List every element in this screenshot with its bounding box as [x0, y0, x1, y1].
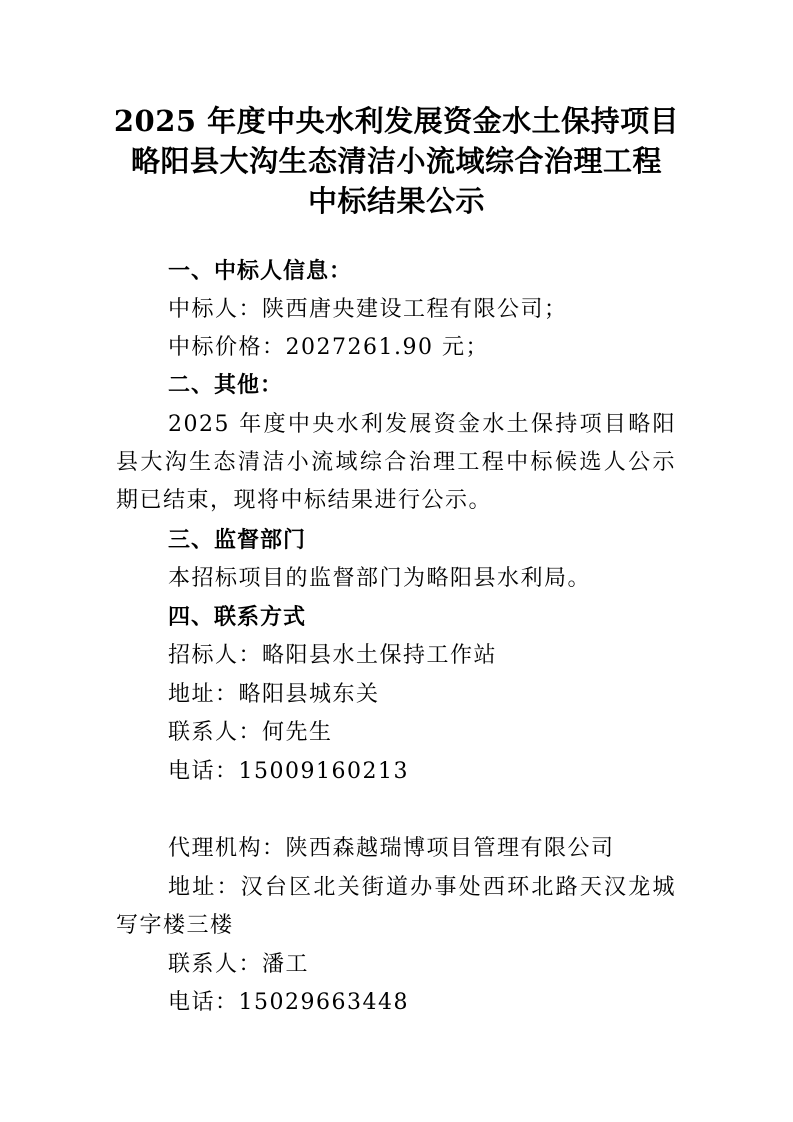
- tenderer-contact: 联系人：何先生: [168, 720, 333, 745]
- section-heading-supervision: 三、监督部门: [168, 528, 307, 553]
- title-line-3: 中标结果公示: [307, 184, 485, 218]
- agency-address-line-1: 地址：汉台区北关街道办事处西环北路天汉龙城: [168, 875, 676, 900]
- winner-name: 中标人：陕西唐央建设工程有限公司；: [168, 297, 568, 322]
- agency-address-line-2: 写字楼三楼: [116, 913, 234, 938]
- other-paragraph-line-1: 2025 年度中央水利发展资金水土保持项目略阳: [168, 412, 676, 437]
- agency-phone: 电话：15029663448: [168, 990, 409, 1015]
- other-paragraph-line-2: 县大沟生态清洁小流域综合治理工程中标候选人公示: [116, 450, 676, 475]
- supervision-text: 本招标项目的监督部门为略阳县水利局。: [168, 566, 592, 591]
- tenderer-name: 招标人：略阳县水土保持工作站: [168, 643, 498, 668]
- section-heading-winner-info: 一、中标人信息：: [168, 259, 353, 284]
- section-heading-other: 二、其他：: [168, 373, 284, 398]
- agency-contact: 联系人：潘工: [168, 952, 310, 977]
- winner-price: 中标价格：2027261.90 元；: [168, 335, 489, 360]
- other-paragraph-line-3: 期已结束，现将中标结果进行公示。: [116, 488, 493, 513]
- tenderer-phone: 电话：15009160213: [168, 759, 409, 784]
- title-line-1: 2025 年度中央水利发展资金水土保持项目: [113, 104, 680, 138]
- title-line-2: 略阳县大沟生态清洁小流域综合治理工程: [130, 144, 662, 178]
- section-heading-contact: 四、联系方式: [168, 605, 307, 630]
- agency-name: 代理机构：陕西森越瑞博项目管理有限公司: [168, 836, 615, 861]
- tenderer-address: 地址：略阳县城东关: [168, 682, 380, 707]
